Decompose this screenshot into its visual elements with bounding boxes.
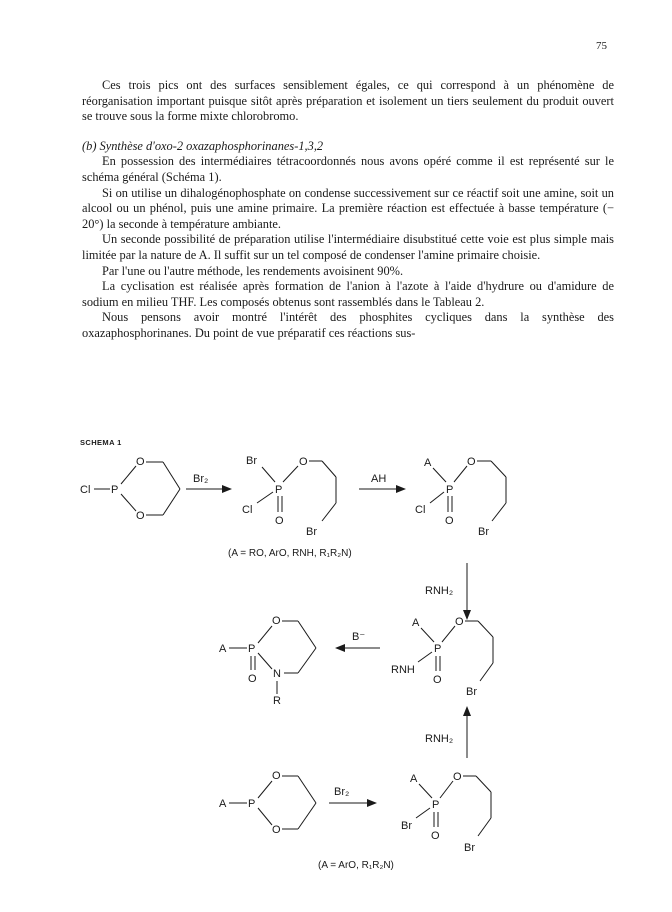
atom-br: Br xyxy=(306,526,317,538)
atom-o: O xyxy=(455,616,464,628)
atom-br: Br xyxy=(466,686,477,698)
atom-o: O xyxy=(445,515,454,527)
structure-amidophosphate xyxy=(391,616,493,698)
atom-p: P xyxy=(111,484,119,496)
atom-a: A xyxy=(219,643,227,655)
structure-oxazaphosphorinane xyxy=(219,615,316,707)
reagent-rnh2: RNH₂ xyxy=(425,585,454,597)
atom-a: A xyxy=(410,773,418,785)
atom-cl: Cl xyxy=(80,484,91,496)
reagent-base: B⁻ xyxy=(352,631,366,643)
condition-bottom: (A = ArO, R₁R₂N) xyxy=(318,860,394,871)
atom-br: Br xyxy=(478,526,489,538)
atom-a: A xyxy=(219,798,227,810)
atom-p: P xyxy=(434,643,442,655)
atom-br: Br xyxy=(401,820,412,832)
condition-top: (A = RO, ArO, RNH, R₁R₂N) xyxy=(228,548,352,559)
atom-o: O xyxy=(453,771,462,783)
section-heading: (b) Synthèse d'oxo-2 oxazaphosphorinanes-1,3,2 xyxy=(82,138,324,153)
atom-o: O xyxy=(431,830,440,842)
atom-p: P xyxy=(275,484,283,496)
structure-chlorophosphite xyxy=(80,456,180,522)
paragraph-6: La cyclisation est réalisée après formation de l'anion à l'azote à l'aide d'hydrure ou d'amidure de sodium en milieu THF. Les composés obtenus sont rassemblés dans le Tableau 2. xyxy=(82,279,614,309)
paragraph-3: Si on utilise un dihalogénophosphate on condense successivement sur ce réactif soit une amine, soit un alcool ou un phénol, puis une amine primaire. La première réaction est effectuée à basse température (− 20°) la seconde à température ambiante. xyxy=(82,185,614,231)
atom-p: P xyxy=(432,799,440,811)
paragraph-7: Nous pensons avoir montré l'intérêt des phosphites cycliques dans la synthèse des oxazaphosphorinanes. Du point de vue préparatif ces réactions sus- xyxy=(82,310,614,340)
reagent-ah: AH xyxy=(371,473,387,485)
atom-p: P xyxy=(248,643,256,655)
atom-o: O xyxy=(467,456,476,468)
paragraph-4: Un seconde possibilité de préparation utilise l'intermédiaire disubstitué cette voie est plus simple mais limitée par la nature de A. Il suffit sur un tel composé de condenser l'amine primaire choisie. xyxy=(82,232,614,262)
atom-cl: Cl xyxy=(242,504,253,516)
structure-cyclic-phosphite xyxy=(219,770,316,836)
atom-o: O xyxy=(299,456,308,468)
atom-p: P xyxy=(446,484,454,496)
atom-o: O xyxy=(275,515,284,527)
arrow-rnh2-up xyxy=(425,706,471,758)
arrow-br2-bottom xyxy=(329,786,377,807)
atom-br: Br xyxy=(464,842,475,854)
atom-rnh: RNH xyxy=(391,664,415,676)
arrow-br2-top xyxy=(186,473,232,493)
atom-o: O xyxy=(433,674,442,686)
page-number: 75 xyxy=(596,40,607,52)
atom-o: O xyxy=(272,770,281,782)
atom-o: O xyxy=(272,615,281,627)
arrow-rnh2-down xyxy=(425,563,471,620)
structure-chlorobromo-phosphate xyxy=(242,455,336,538)
reagent-br2: Br₂ xyxy=(334,786,350,798)
atom-r: R xyxy=(273,695,281,707)
paragraph-5: Par l'une ou l'autre méthode, les rendements avoisinent 90%. xyxy=(102,263,404,278)
scheme-title: SCHEMA 1 xyxy=(80,438,122,447)
paragraph-1: Ces trois pics ont des surfaces sensiblement égales, ce qui correspond à un phénomène de réorganisation important puisque sitôt après préparation et isolement un tiers seulement du produit ouvert se trouve sous la forme mixte chlorobromo. xyxy=(82,78,614,124)
atom-o: O xyxy=(272,824,281,836)
atom-o: O xyxy=(136,510,145,522)
atom-o: O xyxy=(248,673,257,685)
atom-a: A xyxy=(424,457,432,469)
atom-cl: Cl xyxy=(415,504,426,516)
atom-n: N xyxy=(273,668,281,680)
atom-p: P xyxy=(248,798,256,810)
arrow-base xyxy=(335,631,380,652)
atom-a: A xyxy=(412,617,420,629)
reagent-br2: Br₂ xyxy=(193,473,209,485)
structure-bromophosphate xyxy=(401,771,491,854)
structure-substituted-chlorophosphate xyxy=(415,456,506,538)
arrow-ah xyxy=(359,473,406,493)
atom-o: O xyxy=(136,456,145,468)
reagent-rnh2: RNH₂ xyxy=(425,733,454,745)
atom-br: Br xyxy=(246,455,257,467)
paragraph-2: En possession des intermédiaires tétracoordonnés nous avons opéré comme il est représenté sur le schéma général (Schéma 1). xyxy=(82,154,614,184)
